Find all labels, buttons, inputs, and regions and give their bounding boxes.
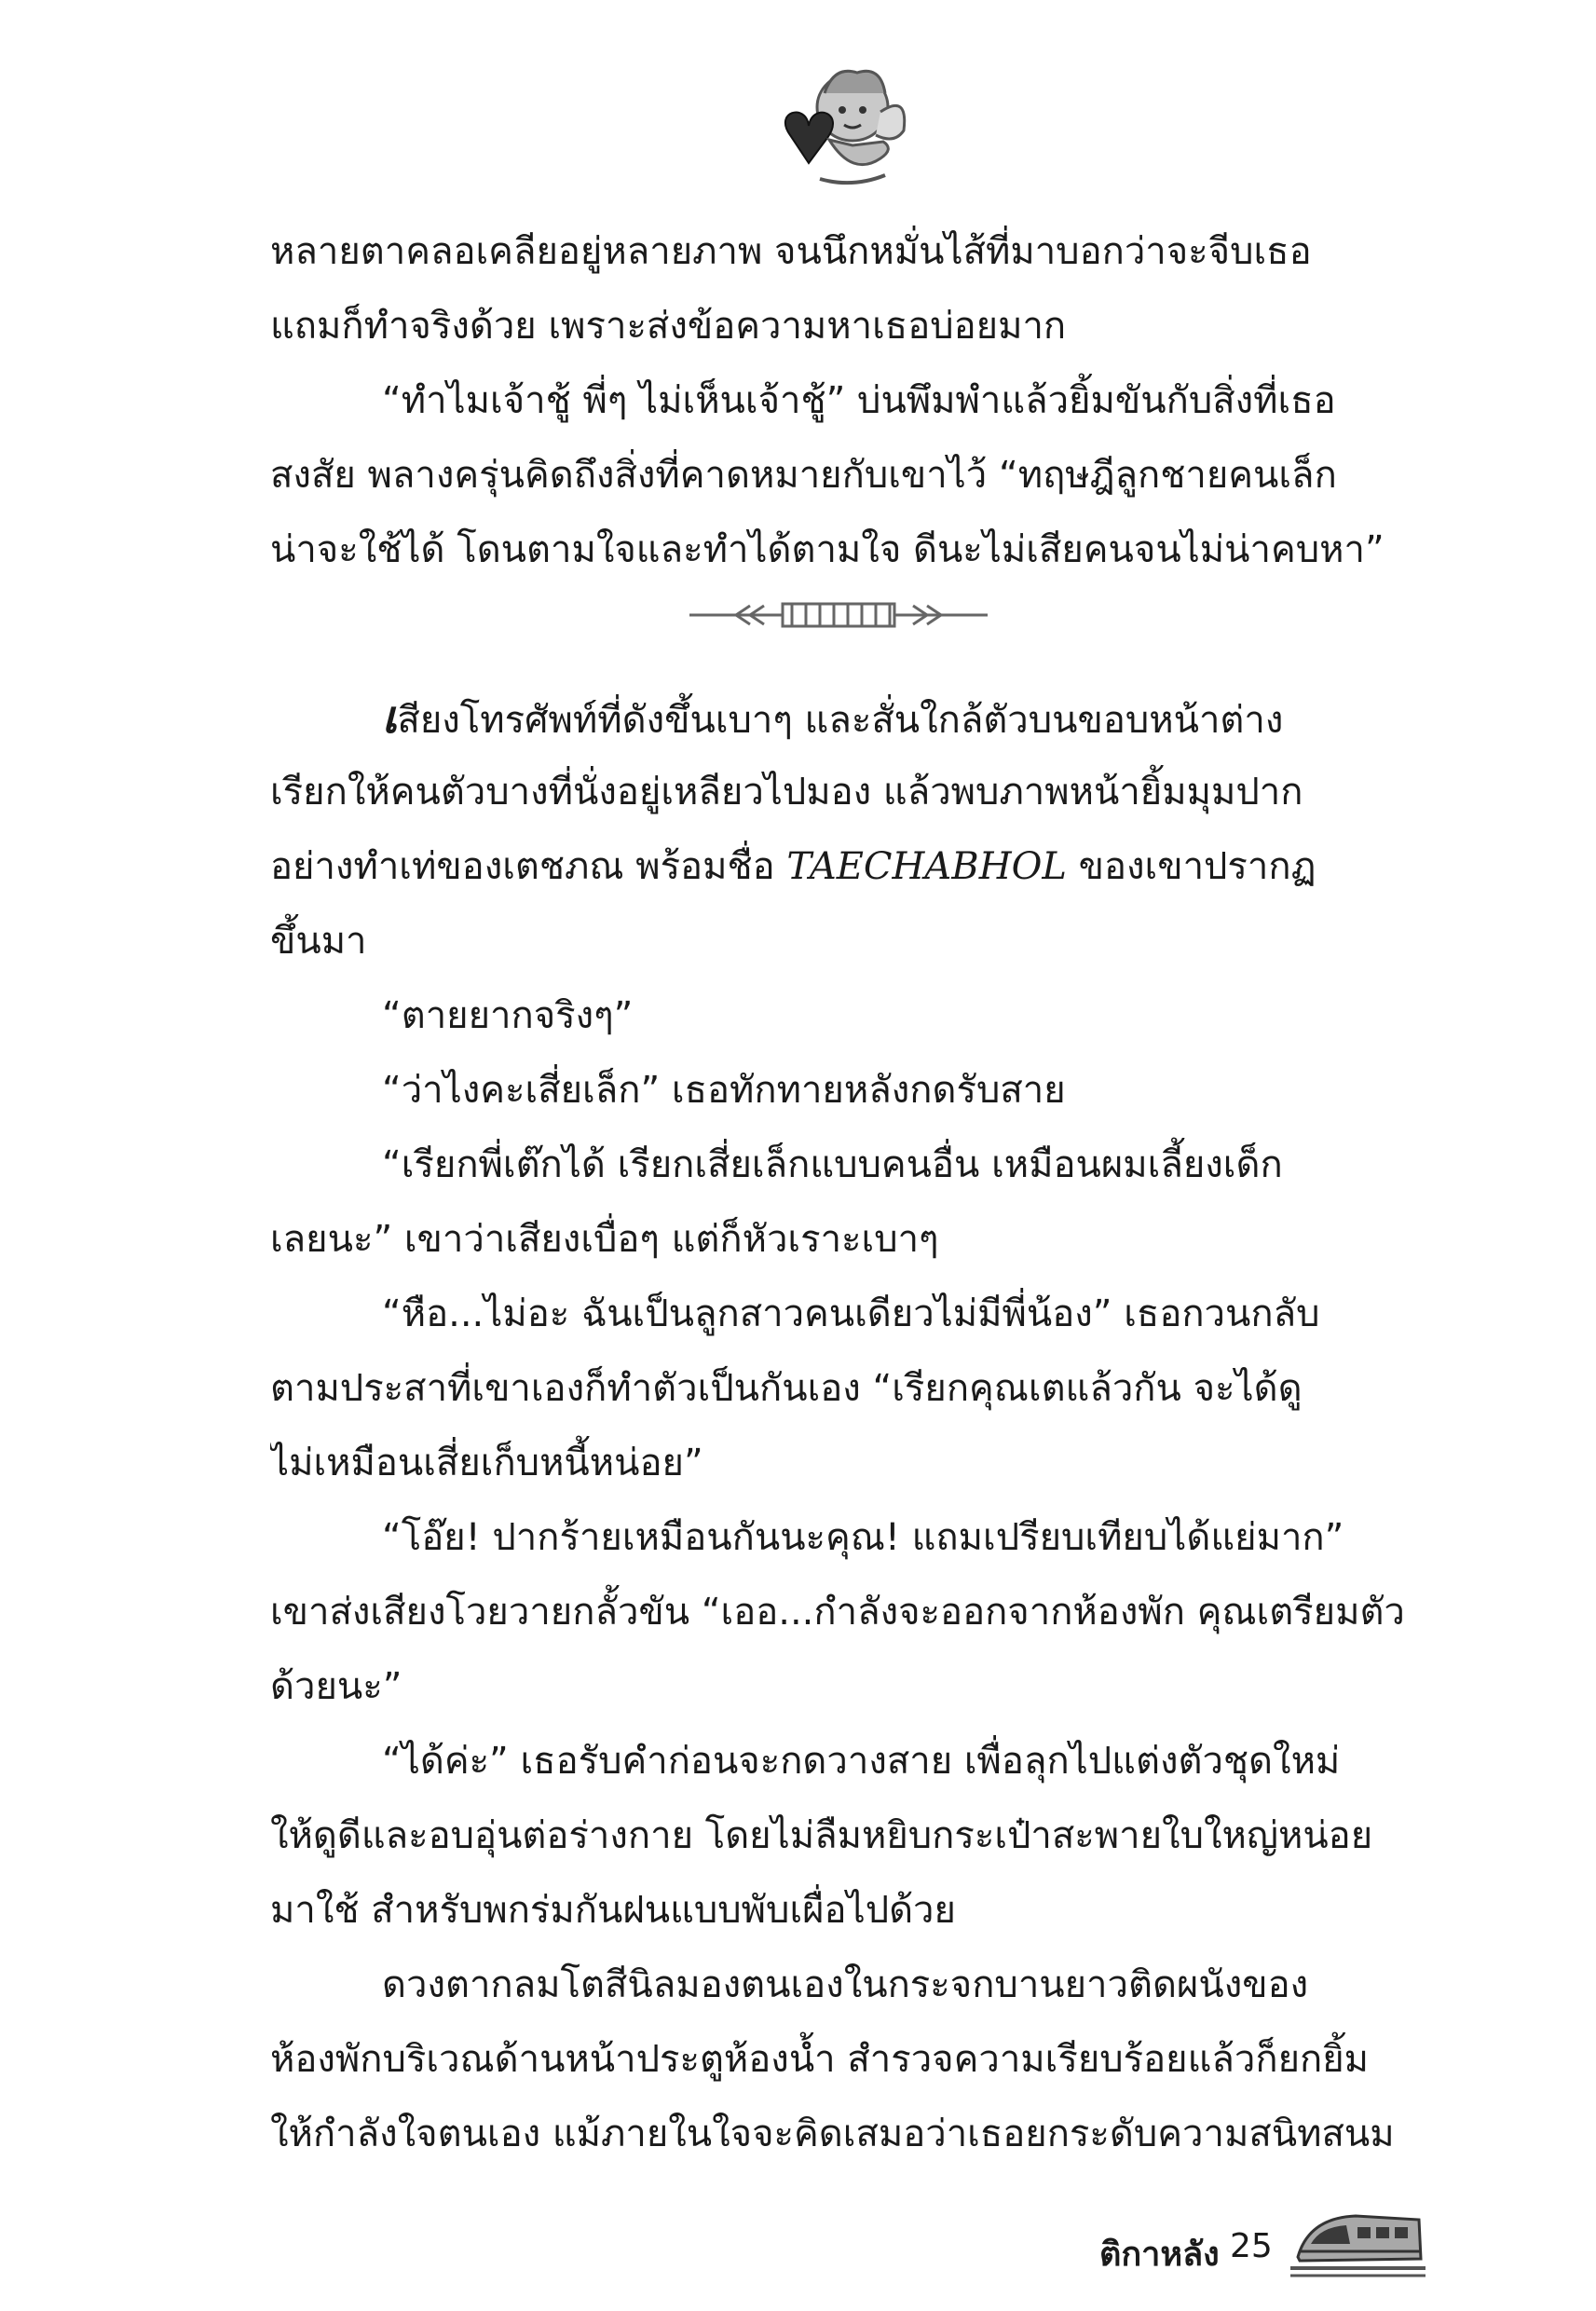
text-line: ไม่เหมือนเสี่ยเก็บหนี้หน่อย” — [270, 1442, 703, 1484]
text-line: “ทำไมเจ้าชู้ พี่ๆ ไม่เห็นเจ้าชู้” บ่นพึมพำแล้วยิ้มขันกับสิ่งที่เธอ — [382, 379, 1336, 422]
text-line: มาใช้ สำหรับพกร่มกันฝนแบบพับเผื่อไปด้วย — [270, 1889, 956, 1932]
text-line: “เรียกพี่เต๊กได้ เรียกเสี่ยเล็กแบบคนอื่น เหมือนผมเลี้ยงเด็ก — [382, 1143, 1283, 1186]
name-latin: TAECHABHOL — [786, 845, 1067, 888]
text-line — [270, 680, 1412, 755]
text-line: หลายตาคลอเคลียอยู่หลายภาพ จนนึกหมั่นไส้ที่มาบอกว่าจะจีบเธอ — [270, 230, 1312, 273]
text-line: ดวงตากลมโตสีนิลมองตนเองในกระจกบานยาวติดผนังของ — [382, 1963, 1309, 2006]
text-line: ด้วยนะ” — [270, 1665, 402, 1708]
text-line: ให้กำลังใจตนเอง แม้ภายในใจจะคิดเสมอว่าเธอยกระดับความสนิทสนม — [270, 2113, 1395, 2155]
text-line: เลยนะ” เขาว่าเสียงเบื่อๆ แต่ก็หัวเราะเบาๆ — [270, 1218, 939, 1261]
text-line: แถมก็ทำจริงด้วย เพราะส่งข้อความหาเธอบ่อยมาก — [270, 305, 1067, 348]
text-line: “ได้ค่ะ” เธอรับคำก่อนจะกดวางสาย เพื่อลุกไปแต่งตัวชุดใหม่ — [382, 1740, 1341, 1783]
text-line: เขาส่งเสียงโวยวายกลั้วขัน “เออ...กำลังจะออกจากห้องพัก คุณเตรียมตัว — [270, 1591, 1405, 1634]
page-footer — [1071, 2190, 1444, 2302]
drop-cap: เ — [382, 691, 398, 744]
train-icon — [1290, 2199, 1425, 2278]
text-block-section-two — [270, 680, 1412, 2171]
text-line: “ว่าไงคะเสี่ยเล็ก” เธอทักทายหลังกดรับสาย — [382, 1069, 1066, 1112]
text-line — [270, 829, 1412, 904]
text-line: “โอ๊ย! ปากร้ายเหมือนกันนะคุณ! แถมเปรียบเทียบได้แย่มาก” — [382, 1516, 1344, 1559]
text-line: “ตายยากจริงๆ” — [382, 994, 634, 1037]
text-line: สงสัย พลางครุ่นคิดถึงสิ่งที่คาดหมายกับเขาไว้ “ทฤษฎีลูกชายคนเล็ก — [270, 454, 1337, 497]
text-line: “หือ...ไม่อะ ฉันเป็นลูกสาวคนเดียวไม่มีพี่น้อง” เธอกวนกลับ — [382, 1292, 1320, 1335]
text-span: ของเขาปรากฏ — [1066, 845, 1316, 888]
text-block-top — [270, 214, 1412, 587]
text-line: น่าจะใช้ได้ โดนตามใจและทำได้ตามใจ ดีนะไม่เสียคนจนไม่น่าคบหา” — [270, 528, 1385, 571]
text-line: เรียกให้คนตัวบางที่นั่งอยู่เหลียวไปมอง แล้วพบภาพหน้ายิ้มมุมปาก — [270, 771, 1303, 814]
page-number: 25 — [1230, 2227, 1273, 2265]
text-span: สียงโทรศัพท์ที่ดังขึ้นเบาๆ และสั่นใกล้ตัวบนขอบหน้าต่าง — [397, 699, 1284, 742]
text-line: ห้องพักบริเวณด้านหน้าประตูห้องน้ำ สำรวจความเรียบร้อยแล้วก็ยกยิ้ม — [270, 2038, 1370, 2081]
text-span: อย่างทำเท่ของเตชภณ พร้อมชื่อ — [270, 845, 787, 888]
text-line: ขึ้นมา — [270, 920, 367, 963]
text-line: ตามประสาที่เขาเองก็ทำตัวเป็นกันเอง “เรียกคุณเตแล้วกัน จะได้ดู — [270, 1367, 1303, 1410]
running-title: ติกาหลัง — [1099, 2236, 1220, 2274]
cupid-heart-icon — [764, 56, 913, 196]
text-line: ให้ดูดีและอบอุ่นต่อร่างกาย โดยไม่ลืมหยิบกระเป๋าสะพายใบใหญ่หน่อย — [270, 1814, 1373, 1857]
ornamental-divider-icon — [680, 587, 997, 643]
